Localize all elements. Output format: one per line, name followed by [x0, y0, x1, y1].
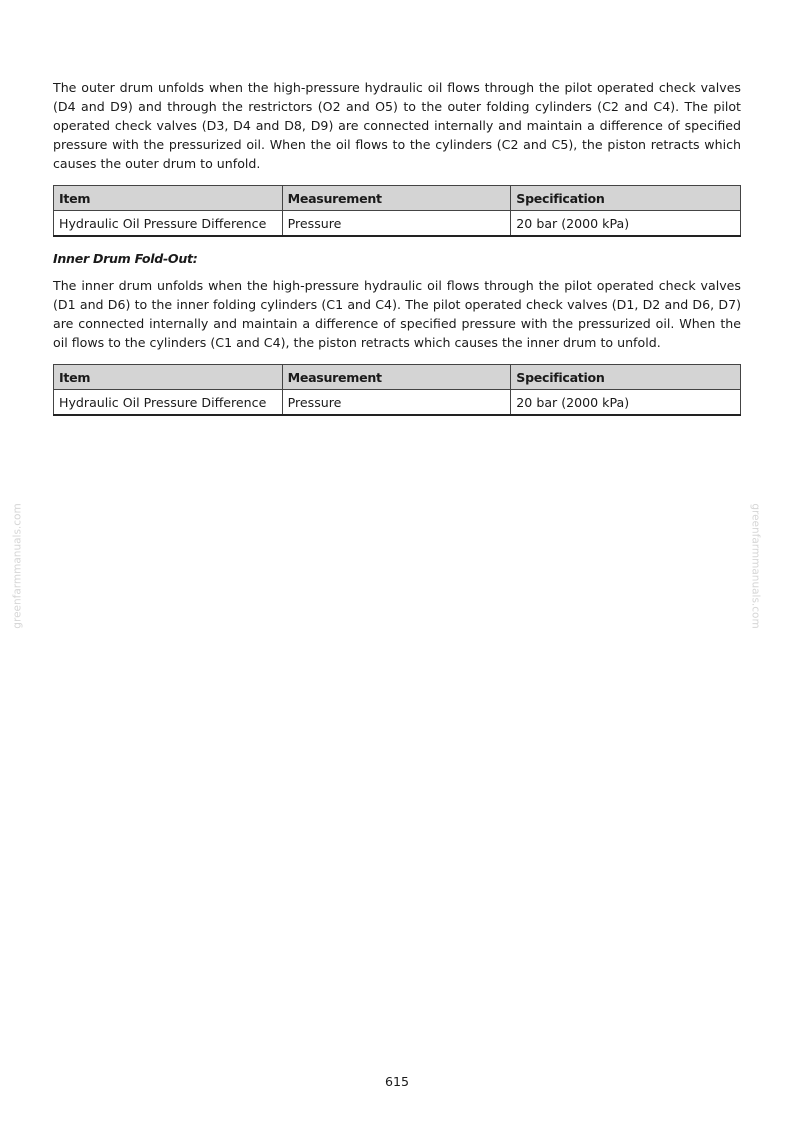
- table-row: [54, 390, 741, 416]
- inner-drum-spec-table: [53, 364, 741, 416]
- cell-measurement: Pressure: [282, 390, 511, 416]
- page-number: 615: [384, 1074, 410, 1089]
- header-item: Item: [54, 186, 283, 211]
- header-item: Item: [54, 365, 283, 390]
- cell-item: Hydraulic Oil Pressure Difference: [54, 390, 283, 416]
- watermark-left: greenfarmmanuals.com: [11, 503, 24, 629]
- inner-drum-heading: Inner Drum Fold-Out:: [53, 251, 198, 266]
- cell-specification: 20 bar (2000 kPa): [511, 211, 741, 237]
- header-measurement: Measurement: [282, 365, 511, 390]
- inner-drum-paragraph: The inner drum unfolds when the high-pressure hydraulic oil flows through the pilot operated check valves (D1 and D6) to the inner folding cylinders (C1 and C4). The pilot operated check valves (D1, D2 and D6, D7) are connected internally and maintain a difference of specified pressure with the pressurized oil. When the oil flows to the cylinders (C1 and C4), the piston retracts which causes the inner drum to unfold.: [53, 278, 741, 350]
- cell-specification: 20 bar (2000 kPa): [511, 390, 741, 416]
- watermark-right: greenfarmmanuals.com: [749, 503, 762, 629]
- table-header-row: [54, 365, 741, 390]
- table-header-row: [54, 186, 741, 211]
- page-content: [53, 78, 741, 416]
- header-measurement: Measurement: [282, 186, 511, 211]
- header-specification: Specification: [511, 186, 741, 211]
- outer-drum-spec-table: [53, 185, 741, 237]
- outer-drum-paragraph: The outer drum unfolds when the high-pressure hydraulic oil flows through the pilot operated check valves (D4 and D9) and through the restrictors (O2 and O5) to the outer folding cylinders (C2 and C4). The pilot operated check valves (D3, D4 and D8, D9) are connected internally and maintain a difference of specified pressure with the pressurized oil. When the oil flows to the cylinders (C2 and C5), the piston retracts which causes the outer drum to unfold.: [53, 80, 741, 171]
- table-row: [54, 211, 741, 237]
- cell-item: Hydraulic Oil Pressure Difference: [54, 211, 283, 237]
- header-specification: Specification: [511, 365, 741, 390]
- cell-measurement: Pressure: [282, 211, 511, 237]
